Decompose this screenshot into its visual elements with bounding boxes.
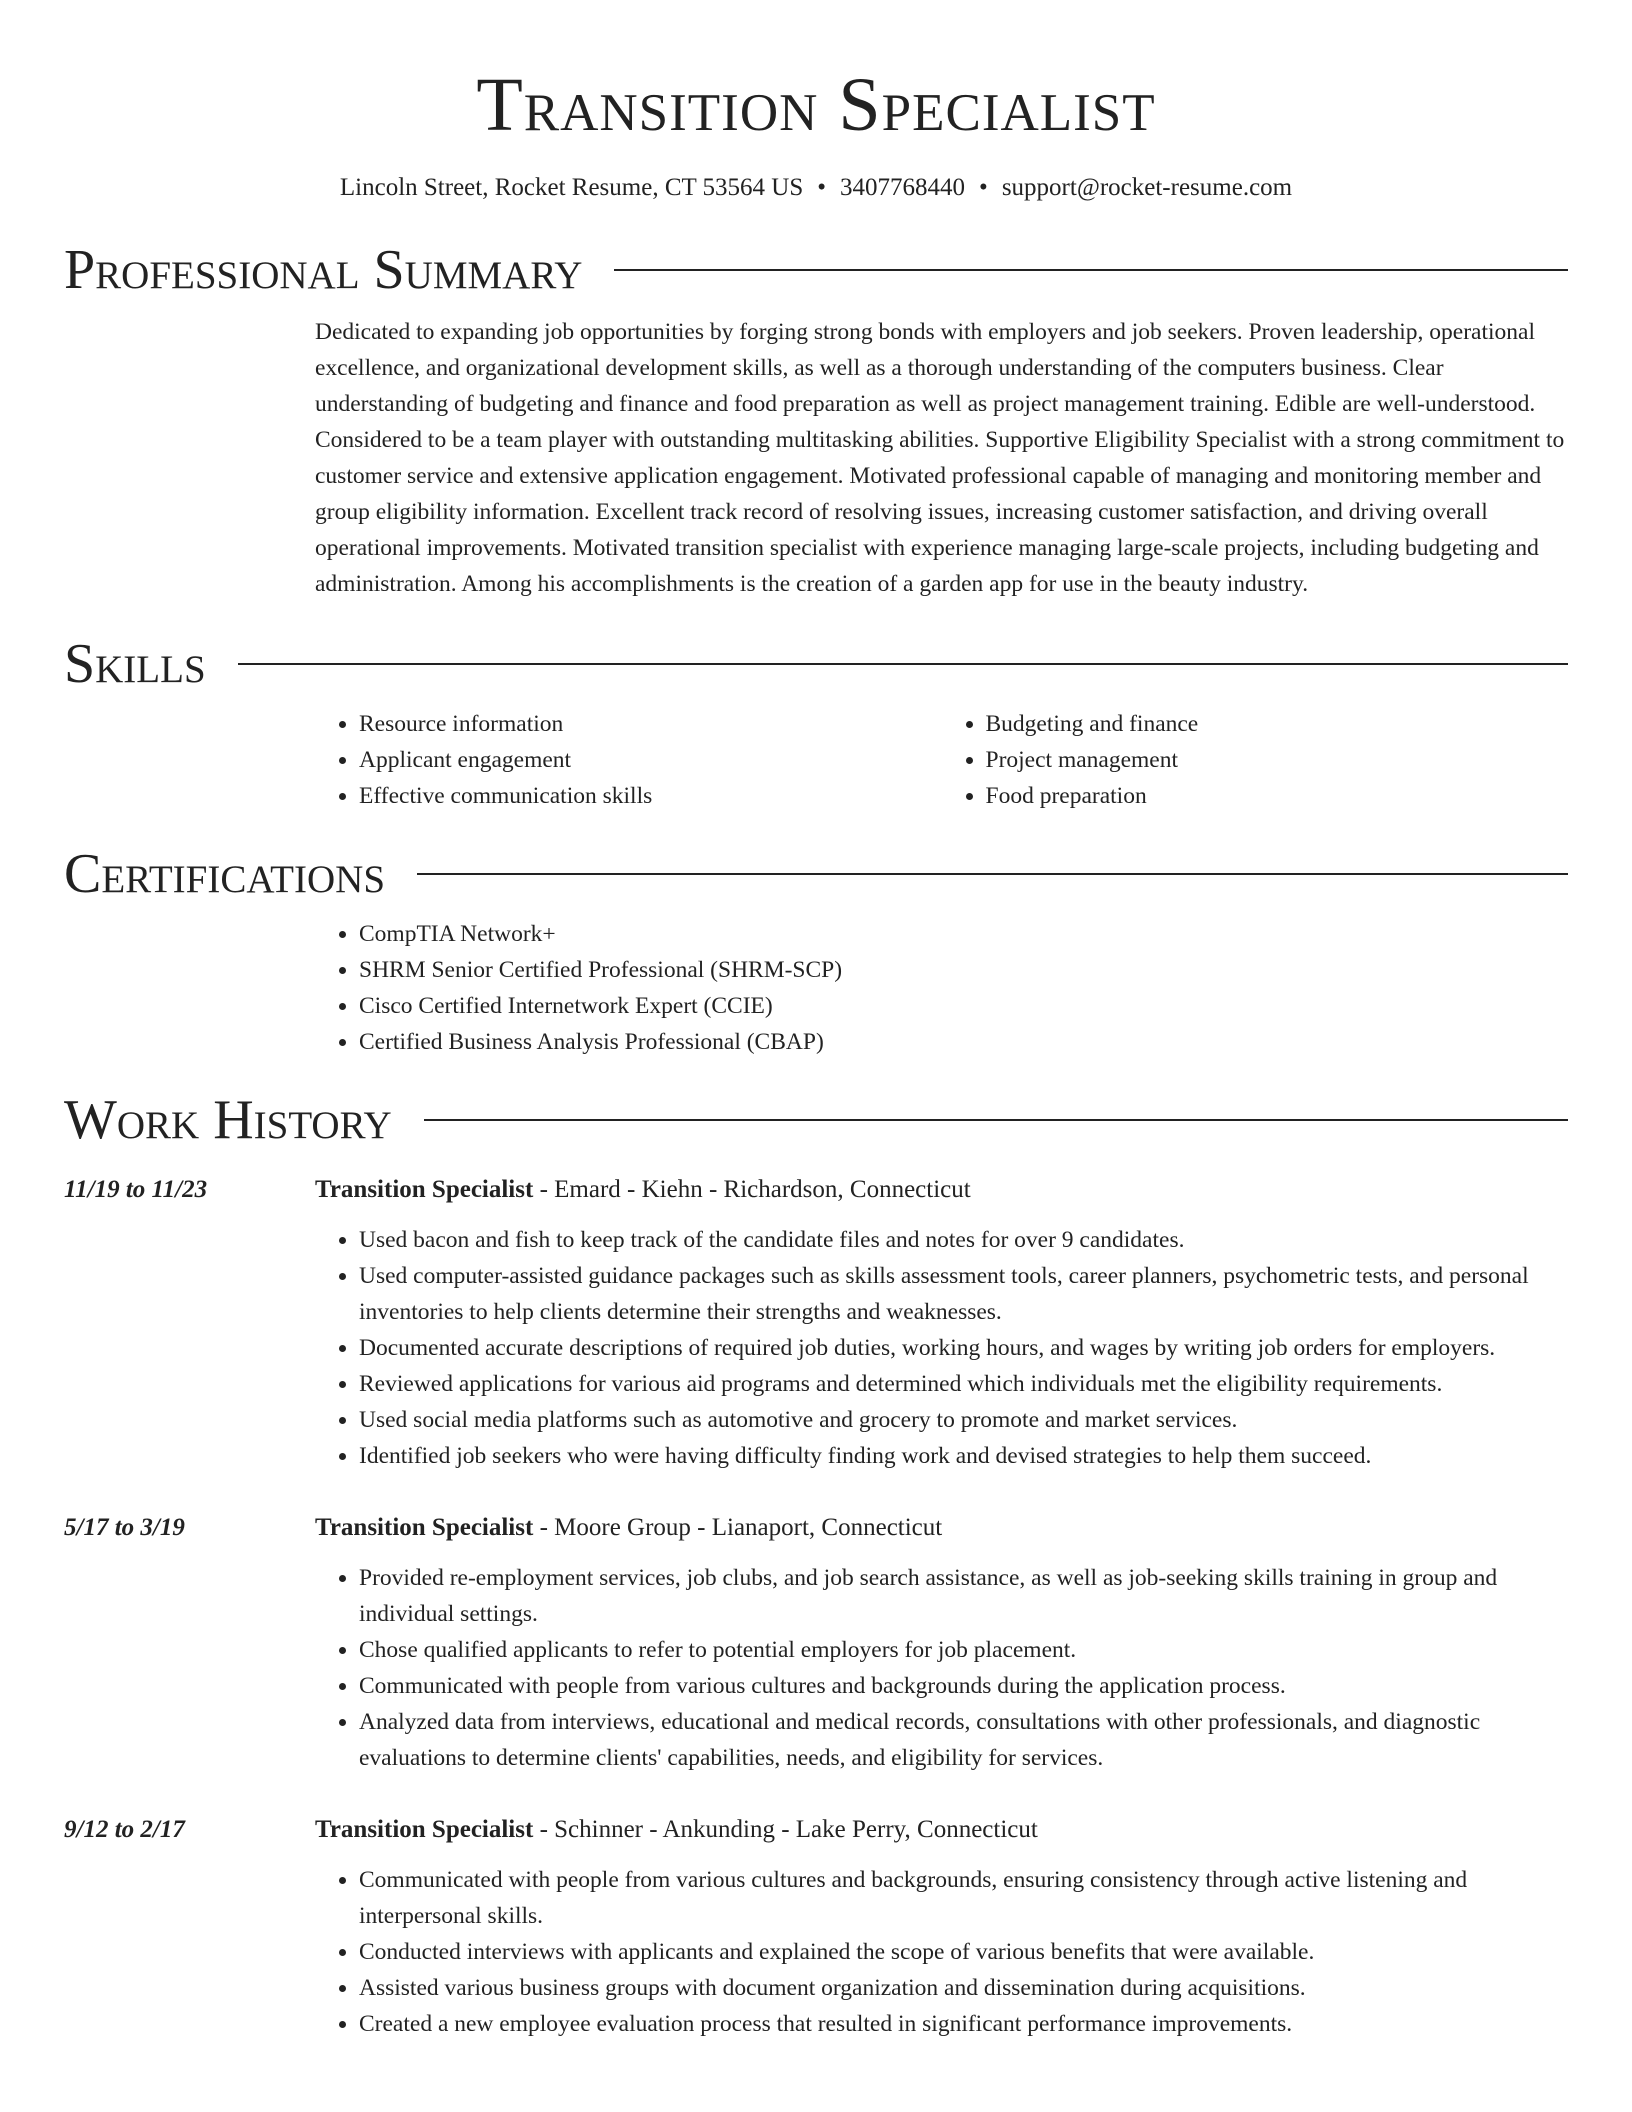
contact-line: [64, 172, 1568, 204]
job-title: Transition Specialist: [315, 1176, 534, 1203]
job-duty-item: • Assisted various business groups with document organization and dissemination during acquisitions.: [359, 1970, 1568, 2006]
job-company: - Emard - Kiehn - Richardson, Connecticut: [533, 1176, 971, 1203]
certification-item: • SHRM Senior Certified Professional (SHRM-SCP): [359, 952, 1568, 988]
certifications-heading: Certifications: [64, 843, 386, 905]
job-heading-line: [315, 1510, 942, 1546]
job-duty-item: • Chose qualified applicants to refer to potential employers for job placement.: [359, 1632, 1568, 1668]
job-dates: 11/19 to 11/23: [64, 1176, 208, 1203]
job-dates: 9/12 to 2/17: [64, 1816, 185, 1843]
skill-item: • Applicant engagement: [359, 742, 942, 778]
skill-item: • Food preparation: [986, 778, 1569, 814]
skills-section-header: [64, 632, 1568, 696]
summary-section-header: [64, 238, 1568, 302]
job-entry: [64, 1172, 1568, 1474]
job-duty-item: • Used computer-assisted guidance packages such as skills assessment tools, career planners, psychometric tests, and personal inventories to help clients determine their strengths and weaknesses.: [359, 1258, 1568, 1330]
skill-item: • Project management: [986, 742, 1569, 778]
contact-separator: •: [817, 174, 827, 201]
job-duty-item: • Documented accurate descriptions of required job duties, working hours, and wages by writing job orders for employers.: [359, 1330, 1568, 1366]
job-heading-line: [315, 1172, 971, 1208]
skills-heading: Skills: [64, 633, 206, 695]
job-duty-item: • Communicated with people from various cultures and backgrounds, ensuring consistency through active listening and interpersonal skills.: [359, 1862, 1568, 1934]
contact-address: Lincoln Street, Rocket Resume, CT 53564 US: [339, 174, 804, 201]
job-duties: [315, 1560, 1568, 1776]
job-header: [64, 1510, 1568, 1546]
skills-list: [315, 706, 1568, 814]
work-history-section-header: [64, 1088, 1568, 1152]
job-duty-item: • Identified job seekers who were having difficulty finding work and devised strategies to help them succeed.: [359, 1438, 1568, 1474]
job-duty-item: • Provided re-employment services, job clubs, and job search assistance, as well as job-seeking skills training in group and individual settings.: [359, 1560, 1568, 1632]
job-duty-item: • Communicated with people from various cultures and backgrounds during the application process.: [359, 1668, 1568, 1704]
job-duty-item: • Used social media platforms such as automotive and grocery to promote and market services.: [359, 1402, 1568, 1438]
section-divider: [424, 1119, 1568, 1121]
job-title: Transition Specialist: [315, 1514, 534, 1541]
certification-item: • Certified Business Analysis Professional (CBAP): [359, 1024, 1568, 1060]
section-divider: [614, 269, 1568, 271]
job-dates: 5/17 to 3/19: [64, 1514, 185, 1541]
contact-phone: 3407768440: [840, 174, 966, 201]
work-history-heading: Work History: [64, 1089, 392, 1151]
resume-name: Transition Specialist: [476, 63, 1156, 147]
summary-heading: Professional Summary: [64, 239, 583, 301]
skill-item: • Effective communication skills: [359, 778, 942, 814]
job-company: - Schinner - Ankunding - Lake Perry, Connecticut: [533, 1816, 1038, 1843]
section-divider: [238, 663, 1568, 665]
resume-page: [64, 0, 1568, 2042]
skills-column-right: [942, 706, 1569, 814]
job-duty-item: • Used bacon and fish to keep track of the candidate files and notes for over 9 candidates.: [359, 1222, 1568, 1258]
contact-email[interactable]: support@rocket-resume.com: [1001, 174, 1293, 201]
section-divider: [417, 873, 1568, 875]
job-entry: [64, 1812, 1568, 2042]
job-duty-item: • Conducted interviews with applicants and explained the scope of various benefits that were available.: [359, 1934, 1568, 1970]
job-duty-item: • Reviewed applications for various aid programs and determined which individuals met the eligibility requirements.: [359, 1366, 1568, 1402]
certification-item: • Cisco Certified Internetwork Expert (CCIE): [359, 988, 1568, 1024]
job-entry: [64, 1510, 1568, 1776]
skills-column-left: [315, 706, 942, 814]
job-duty-item: • Analyzed data from interviews, educational and medical records, consultations with other professionals, and diagnostic evaluations to determine clients' capabilities, needs, and eligibility for services.: [359, 1704, 1568, 1776]
job-header: [64, 1812, 1568, 1848]
summary-text: Dedicated to expanding job opportunities by forging strong bonds with employers and job seekers. Proven leadership, operational excellence, and organizational development skills, as well as a thorough understanding of the computers business. Clear understanding of budgeting and finance and food preparation as well as project management training. Edible are well-understood. Considered to be a team player with outstanding multitasking abilities. Supportive Eligibility Specialist with a strong commitment to customer service and extensive application engagement. Motivated professional capable of managing and monitoring member and group eligibility information. Excellent track record of resolving issues, increasing customer satisfaction, and driving overall operational improvements. Motivated transition specialist with experience managing large-scale projects, including budgeting and administration. Among his accomplishments is the creation of a garden app for use in the beauty industry.: [315, 319, 1565, 597]
job-company: - Moore Group - Lianaport, Connecticut: [533, 1514, 943, 1541]
contact-separator: •: [979, 174, 988, 201]
job-heading-line: [315, 1812, 1038, 1848]
certifications-list: [315, 916, 1568, 1060]
job-header: [64, 1172, 1568, 1208]
skill-item: • Budgeting and finance: [986, 706, 1569, 742]
certifications-section-header: [64, 842, 1568, 906]
job-duties: [315, 1862, 1568, 2042]
job-duty-item: • Created a new employee evaluation process that resulted in significant performance improvements.: [359, 2006, 1568, 2042]
job-title: Transition Specialist: [315, 1816, 534, 1843]
skill-item: • Resource information: [359, 706, 942, 742]
job-duties: [315, 1222, 1568, 1474]
certification-item: • CompTIA Network+: [359, 916, 1568, 952]
